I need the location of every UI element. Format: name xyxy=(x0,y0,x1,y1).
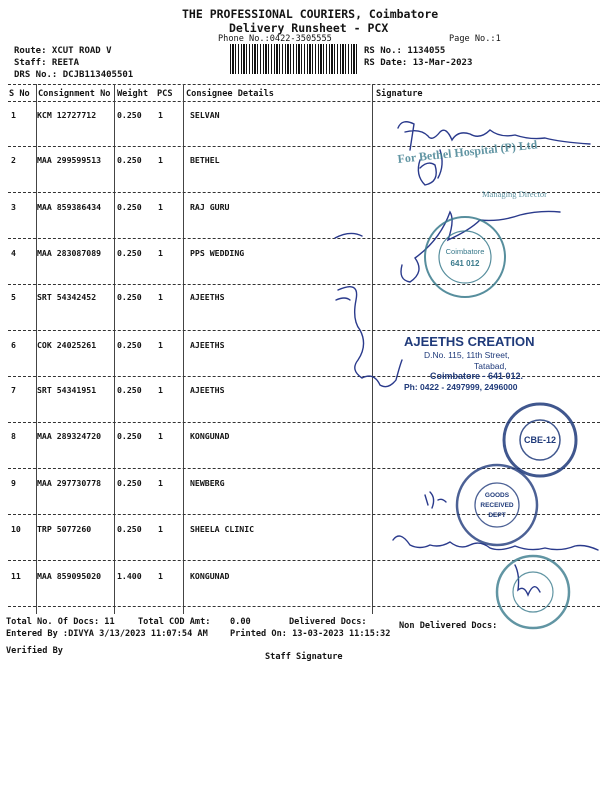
row-weight: 0.250 xyxy=(117,478,142,488)
row-weight: 0.250 xyxy=(117,431,142,441)
row-weight: 0.250 xyxy=(117,155,142,165)
row-pcs: 1 xyxy=(158,478,163,488)
ajeeths-stamp-name: AJEETHS CREATION xyxy=(404,334,535,349)
row-pcs: 1 xyxy=(158,571,163,581)
row-weight: 0.250 xyxy=(117,524,142,534)
row-sno: 4 xyxy=(11,248,16,258)
kongunad-stamp-2 xyxy=(497,556,569,628)
verified-by: Verified By xyxy=(6,646,63,656)
pps-stamp-pin: 641 012 xyxy=(450,259,480,268)
row-sno: 5 xyxy=(11,292,16,302)
goods-received-stamp xyxy=(457,465,537,545)
staff-signature: Staff Signature xyxy=(265,652,343,662)
row-sno: 2 xyxy=(11,155,16,165)
total-docs: Total No. Of Docs: 11 xyxy=(6,617,115,627)
row-pcs: 1 xyxy=(158,385,163,395)
row-consignment-number: COK 24025261 xyxy=(37,340,97,350)
row-consignee: AJEETHS xyxy=(190,292,225,302)
row-consignee: AJEETHS xyxy=(190,340,225,350)
column-header-sno: S No xyxy=(9,89,30,99)
row-consignment-number: TRP 5077260 xyxy=(37,524,92,534)
row-consignee: BETHEL xyxy=(190,155,220,165)
row-sno: 7 xyxy=(11,385,16,395)
row-sno: 11 xyxy=(11,571,21,581)
bethel-stamp-text: For Bethel Hospital (P) Ltd xyxy=(396,137,538,166)
row-pcs: 1 xyxy=(158,110,163,120)
staff-label: Staff: REETA xyxy=(14,58,80,68)
row-consignment-number: MAA 283087089 xyxy=(37,248,102,258)
row-consignment-number: SRT 54342452 xyxy=(37,292,97,302)
row-sno: 3 xyxy=(11,202,16,212)
row-pcs: 1 xyxy=(158,155,163,165)
row-sno: 10 xyxy=(11,524,21,534)
ajeeths-stamp-addr1: D.No. 115, 11th Street, xyxy=(424,350,510,360)
ajeeths-stamp xyxy=(404,334,535,392)
row-pcs: 1 xyxy=(158,248,163,258)
column-header-weight: Weight xyxy=(117,89,149,99)
row-consignment-number: MAA 299599513 xyxy=(37,155,102,165)
kongunad-stamp-1 xyxy=(504,404,576,476)
row-weight: 0.250 xyxy=(117,248,142,258)
rs-date: RS Date: 13-Mar-2023 xyxy=(364,58,473,68)
row-consignee: NEWBERG xyxy=(190,478,225,488)
goods-stamp-line1: GOODS xyxy=(484,492,510,499)
column-header-consignee: Consignee Details xyxy=(186,89,274,99)
row-pcs: 1 xyxy=(158,524,163,534)
bethel-stamp-role: Managing Director xyxy=(482,189,547,199)
delivered-docs: Delivered Docs: xyxy=(289,617,367,627)
signature-row-10 xyxy=(393,536,598,550)
row-consignment-number: MAA 297730778 xyxy=(37,478,102,488)
total-cod-value: 0.00 xyxy=(230,617,251,627)
goods-stamp-line2: RECEIVED xyxy=(480,502,514,509)
row-consignment-number: SRT 54341951 xyxy=(37,385,97,395)
row-weight: 0.250 xyxy=(117,340,142,350)
row-consignee: SELVAN xyxy=(190,110,220,120)
signature-row-11 xyxy=(515,565,540,595)
row-pcs: 1 xyxy=(158,340,163,350)
row-consignee: KONGUNAD xyxy=(190,431,230,441)
row-consignee: AJEETHS xyxy=(190,385,225,395)
route-label: Route: XCUT ROAD V xyxy=(14,46,112,56)
non-delivered-docs: Non Delivered Docs: xyxy=(399,621,498,631)
row-sno: 1 xyxy=(11,110,16,120)
row-weight: 0.250 xyxy=(117,385,142,395)
document-subtitle: Delivery Runsheet - PCX xyxy=(229,21,389,35)
row-consignment-number: MAA 859095020 xyxy=(37,571,102,581)
total-cod-label: Total COD Amt: xyxy=(138,617,211,627)
row-pcs: 1 xyxy=(158,292,163,302)
signature-row-5-7 xyxy=(338,287,402,387)
row-consignment-number: KCM 12727712 xyxy=(37,110,97,120)
entered-by: Entered By :DIVYA 3/13/2023 11:07:54 AM xyxy=(6,629,208,639)
row-pcs: 1 xyxy=(158,202,163,212)
row-sno: 6 xyxy=(11,340,16,350)
page-number: Page No.:1 xyxy=(449,34,501,44)
document-title: THE PROFESSIONAL COURIERS, Coimbatore xyxy=(182,7,439,21)
row-weight: 0.250 xyxy=(117,292,142,302)
pps-stamp-city: Coimbatore xyxy=(445,247,485,256)
pps-round-stamp xyxy=(425,217,505,297)
row-sno: 8 xyxy=(11,431,16,441)
signature-row-9 xyxy=(425,492,446,508)
row-weight: 1.400 xyxy=(117,571,142,581)
ajeeths-stamp-addr3: Coimbatore - 641 012. xyxy=(430,371,524,381)
row-pcs: 1 xyxy=(158,431,163,441)
ajeeths-stamp-addr2: Tatabad, xyxy=(474,361,507,371)
row-consignee: RAJ GURU xyxy=(190,202,230,212)
row-consignment-number: MAA 289324720 xyxy=(37,431,102,441)
row-weight: 0.250 xyxy=(117,110,142,120)
column-header-pcs: PCS xyxy=(157,89,173,99)
column-header-signature: Signature xyxy=(376,89,423,99)
drs-number: DRS No.: DCJB113405501 xyxy=(14,70,134,80)
row-consignee: SHEELA CLINIC xyxy=(190,524,255,534)
column-header-consignment: Consignment No xyxy=(38,89,111,99)
row-consignee: KONGUNAD xyxy=(190,571,230,581)
printed-on: Printed On: 13-03-2023 11:15:32 xyxy=(230,629,391,639)
row-consignee: PPS WEDDING xyxy=(190,248,245,258)
goods-stamp-line3: DEPT xyxy=(488,512,506,519)
phone-number: Phone No.:0422-3505555 xyxy=(218,34,332,44)
ajeeths-stamp-phone: Ph: 0422 - 2497999, 2496000 xyxy=(404,382,518,392)
row-consignment-number: MAA 859386434 xyxy=(37,202,102,212)
kongunad-stamp-code: CBE-12 xyxy=(523,435,557,445)
rs-number: RS No.: 1134055 xyxy=(364,46,446,56)
row-sno: 9 xyxy=(11,478,16,488)
row-weight: 0.250 xyxy=(117,202,142,212)
